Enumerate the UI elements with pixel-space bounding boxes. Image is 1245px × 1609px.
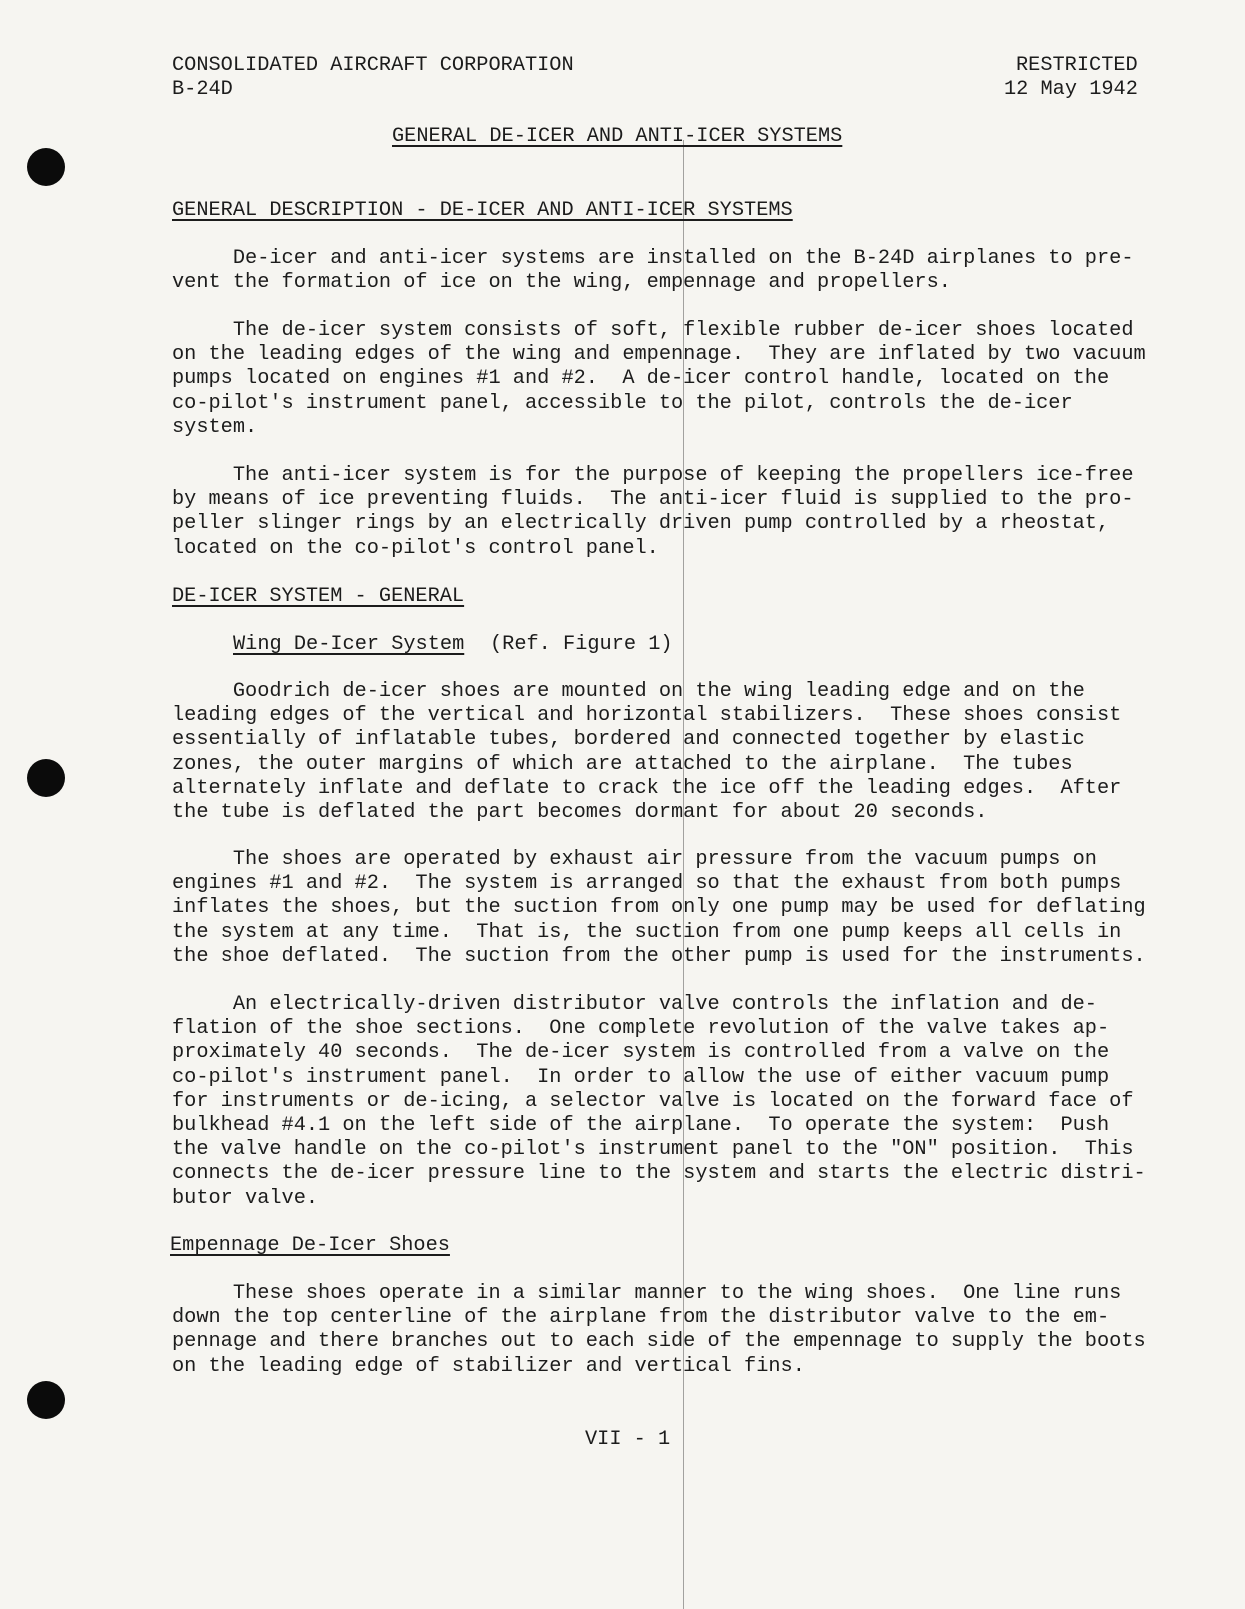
- date: 12 May 1942: [1004, 78, 1138, 101]
- text-line: Goodrich de-icer shoes are mounted on the wing leading edge and on the: [172, 680, 1085, 703]
- text-line: on the leading edge of stabilizer and vertical fins.: [172, 1354, 805, 1378]
- text-line: the system at any time. That is, the suction from one pump keeps all cells in: [172, 920, 1122, 944]
- text-line: flation of the shoe sections. One complete revolution of the valve takes ap-: [172, 1017, 1110, 1041]
- figure-reference: (Ref. Figure 1): [490, 633, 673, 656]
- text-line: pennage and there branches out to each side of the empennage to supply the boots: [172, 1330, 1146, 1354]
- text-line: vent the formation of ice on the wing, empennage and propellers.: [172, 271, 951, 295]
- page-title: GENERAL DE-ICER AND ANTI-ICER SYSTEMS: [392, 125, 843, 148]
- text-line: by means of ice preventing fluids. The anti-icer fluid is supplied to the pro-: [172, 488, 1134, 512]
- text-line: De-icer and anti-icer systems are installed on the B-24D airplanes to pre-: [172, 247, 1134, 270]
- text-line: proximately 40 seconds. The de-icer system is controlled from a valve on the: [172, 1041, 1110, 1065]
- company-name: CONSOLIDATED AIRCRAFT CORPORATION: [172, 54, 574, 77]
- text-line: engines #1 and #2. The system is arranged so that the exhaust from both pumps: [172, 872, 1122, 896]
- text-line: These shoes operate in a similar manner to the wing shoes. One line runs: [172, 1282, 1122, 1305]
- punch-hole: [27, 148, 65, 186]
- text-line: alternately inflate and deflate to crack the ice off the leading edges. After: [172, 776, 1122, 800]
- text-line: essentially of inflatable tubes, bordered and connected together by elastic: [172, 728, 1085, 752]
- section-heading: DE-ICER SYSTEM - GENERAL: [172, 585, 465, 608]
- text-line: peller slinger rings by an electrically driven pump controlled by a rheostat,: [172, 512, 1110, 536]
- section-heading: GENERAL DESCRIPTION - DE-ICER AND ANTI-ICER SYSTEMS: [172, 199, 793, 222]
- text-line: connects the de-icer pressure line to the system and starts the electric distri-: [172, 1162, 1146, 1186]
- text-line: bulkhead #4.1 on the left side of the airplane. To operate the system: Push: [172, 1114, 1110, 1137]
- text-line: The de-icer system consists of soft, flexible rubber de-icer shoes located: [172, 319, 1134, 342]
- text-line: the tube is deflated the part becomes dormant for about 20 seconds.: [172, 801, 988, 824]
- subsection-heading: Empennage De-Icer Shoes: [170, 1234, 450, 1257]
- text-line: co-pilot's instrument panel, accessible to the pilot, controls the de-icer: [172, 391, 1073, 415]
- text-line: the valve handle on the co-pilot's instrument panel to the "ON" position. This: [172, 1138, 1134, 1162]
- text-line: zones, the outer margins of which are attached to the airplane. The tubes: [172, 752, 1073, 776]
- subsection-heading: Wing De-Icer System: [233, 633, 465, 656]
- text-line: inflates the shoes, but the suction from only one pump may be used for deflating: [172, 896, 1146, 920]
- text-line: leading edges of the vertical and horizontal stabilizers. These shoes consist: [172, 704, 1122, 728]
- text-line: The anti-icer system is for the purpose of keeping the propellers ice-free: [172, 464, 1134, 487]
- classification: RESTRICTED: [1016, 54, 1138, 77]
- text-line: An electrically-driven distributor valve controls the inflation and de-: [172, 993, 1097, 1016]
- text-line: butor valve.: [172, 1186, 319, 1210]
- punch-hole: [27, 1381, 65, 1419]
- punch-hole: [27, 759, 65, 797]
- text-line: for instruments or de-icing, a selector valve is located on the forward face of: [172, 1089, 1134, 1113]
- text-line: down the top centerline of the airplane from the distributor valve to the em-: [172, 1306, 1110, 1330]
- text-line: The shoes are operated by exhaust air pressure from the vacuum pumps on: [172, 848, 1097, 871]
- page-number: VII - 1: [585, 1428, 671, 1451]
- text-line: system.: [172, 415, 258, 439]
- text-line: the shoe deflated. The suction from the other pump is used for the instruments.: [172, 944, 1146, 968]
- model: B-24D: [172, 78, 233, 101]
- text-line: co-pilot's instrument panel. In order to allow the use of either vacuum pump: [172, 1065, 1110, 1089]
- text-line: on the leading edges of the wing and empennage. They are inflated by two vacuum: [172, 343, 1146, 367]
- text-line: pumps located on engines #1 and #2. A de-icer control handle, located on the: [172, 367, 1110, 391]
- text-line: located on the co-pilot's control panel.: [172, 536, 659, 560]
